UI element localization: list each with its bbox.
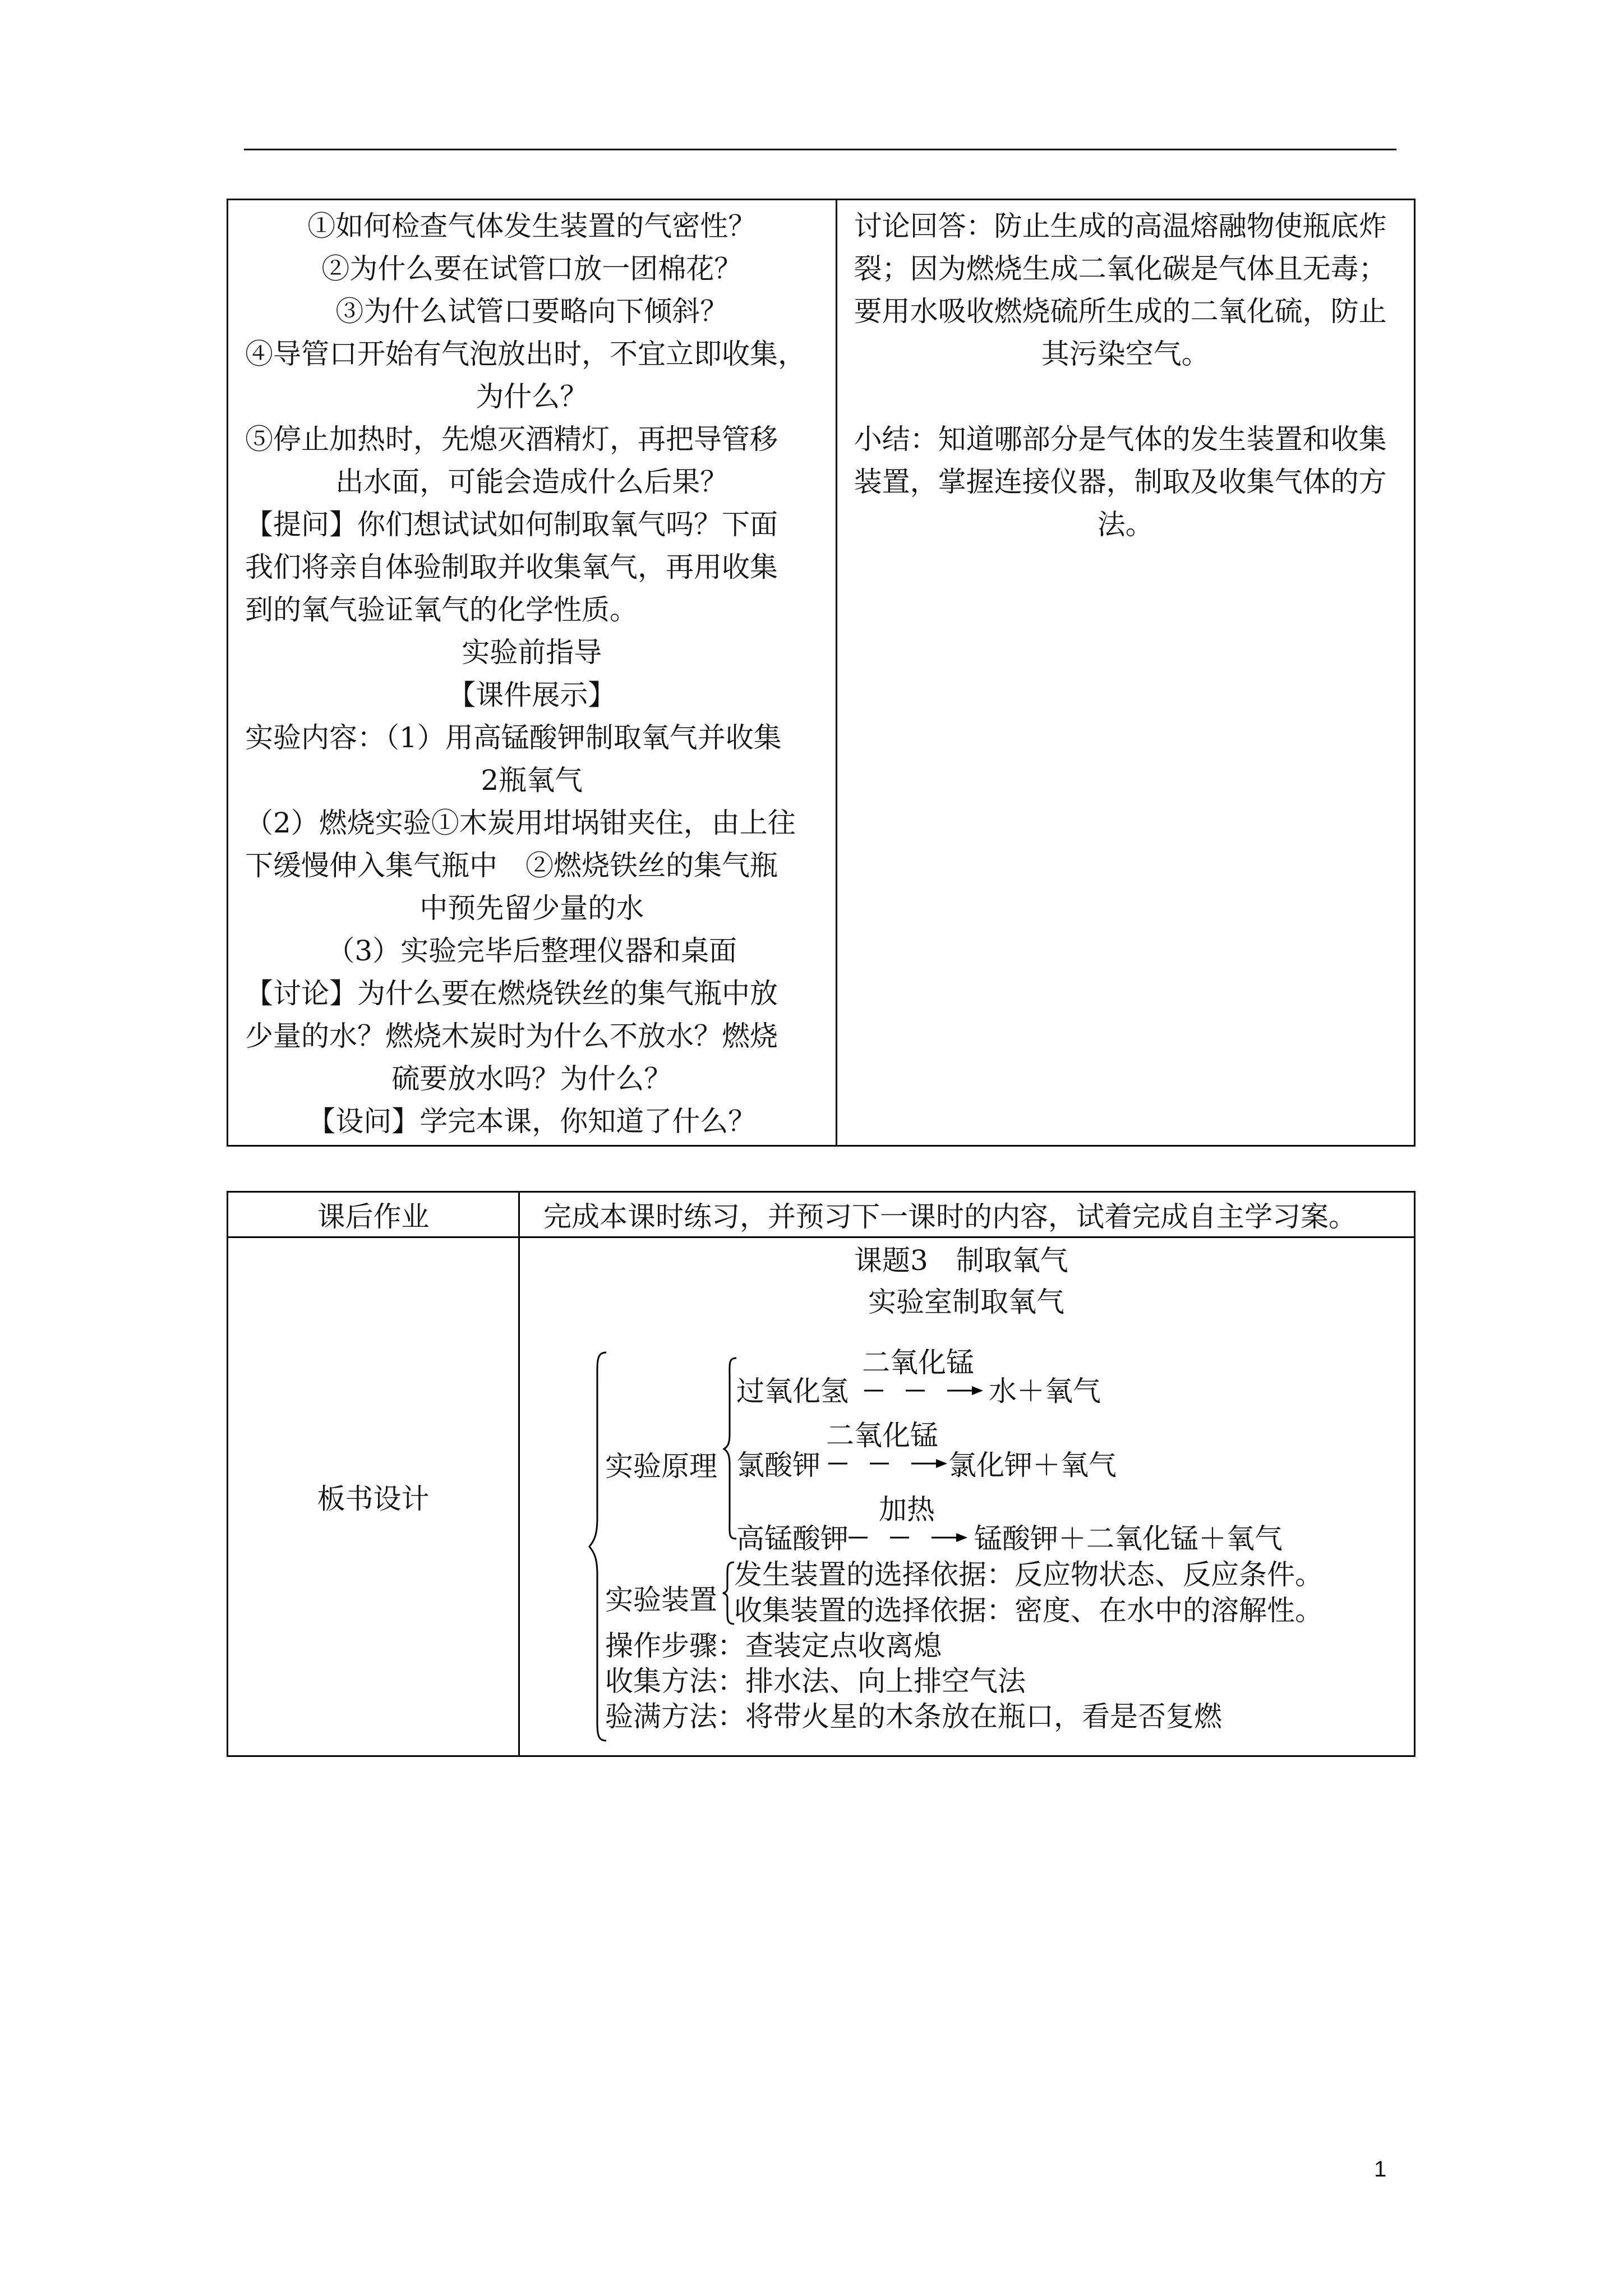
board-title: 课题3 制取氧气 — [854, 1244, 1068, 1277]
teacher-line: （2）燃烧实验①木炭用坩埚钳夹住，由上往 — [245, 807, 796, 839]
teacher-line: 【课件展示】 — [448, 679, 616, 711]
homework-board-table — [227, 1191, 1415, 1757]
teacher-line: ④导管口开始有气泡放出时，不宜立即收集， — [245, 338, 806, 370]
teacher-line: 到的氧气验证氧气的化学性质。 — [245, 593, 638, 626]
teacher-activity-cell — [228, 200, 837, 1146]
student-activity-lines — [854, 205, 1397, 546]
principle-label: 实验原理 — [605, 1450, 717, 1483]
teacher-line: 为什么？ — [476, 380, 588, 413]
teacher-line: ③为什么试管口要略向下倾斜？ — [335, 295, 728, 328]
teacher-line: 实验前指导 — [462, 636, 602, 669]
teacher-line: 2瓶氧气 — [481, 764, 583, 797]
board-subtitle: 实验室制取氧气 — [868, 1286, 1064, 1318]
reaction2-arrow — [825, 1451, 954, 1474]
reaction2-reactant: 氯酸钾 — [736, 1449, 820, 1481]
board-design — [520, 1238, 1414, 1754]
reaction1-reactant: 过氧化氢 — [736, 1375, 849, 1407]
student-line: 裂；因为燃烧生成二氧化碳是气体且无毒； — [854, 252, 1387, 285]
teacher-line: 出水面，可能会造成什么后果？ — [335, 466, 728, 498]
header-rule — [244, 149, 1396, 150]
full-check-method: 验满方法：将带火星的木条放在瓶口，看是否复燃 — [605, 1700, 1222, 1733]
reaction3-product: 锰酸钾＋二氧化锰＋氧气 — [974, 1522, 1283, 1555]
teacher-activity-lines — [245, 205, 819, 1143]
board-design-label: 板书设计 — [228, 1237, 519, 1756]
teacher-line: （3）实验完毕后整理仪器和桌面 — [326, 935, 737, 967]
teacher-line: 【设问】学完本课，你知道了什么？ — [307, 1105, 757, 1138]
reaction1-condition: 二氧化锰 — [862, 1346, 974, 1379]
teacher-line: 我们将亲自体验制取并收集氧气，再用收集 — [245, 551, 778, 583]
student-line: 法。 — [1097, 508, 1154, 541]
reaction1-arrow — [861, 1378, 990, 1401]
operation-steps: 操作步骤：查装定点收离熄 — [605, 1630, 942, 1662]
device-line-2: 收集装置的选择依据：密度、在水中的溶解性。 — [734, 1594, 1323, 1627]
teacher-line: ②为什么要在试管口放一团棉花？ — [321, 252, 743, 285]
reaction3-reactant: 高锰酸钾 — [736, 1522, 849, 1555]
student-line: 讨论回答：防止生成的高温熔融物使瓶底炸 — [854, 210, 1387, 242]
teacher-line: 【讨论】为什么要在燃烧铁丝的集气瓶中放 — [245, 977, 778, 1010]
reaction1-product: 水＋氧气 — [989, 1375, 1101, 1407]
teacher-line: 硫要放水吗？为什么？ — [391, 1062, 672, 1095]
teacher-line: 实验内容：（1）用高锰酸钾制取氧气并收集 — [245, 721, 782, 754]
device-label: 实验装置 — [605, 1584, 717, 1616]
student-line: 其污染空气。 — [1041, 338, 1210, 370]
teacher-line: 【提问】你们想试试如何制取氧气吗？下面 — [245, 508, 778, 541]
lesson-table — [227, 199, 1415, 1147]
collection-method: 收集方法：排水法、向上排空气法 — [605, 1665, 1026, 1697]
reaction3-condition: 加热 — [879, 1493, 935, 1526]
page-number: 1 — [1374, 2157, 1387, 2182]
device-line-1: 发生装置的选择依据：反应物状态、反应条件。 — [734, 1558, 1323, 1591]
homework-label: 课后作业 — [228, 1192, 519, 1237]
reaction2-condition: 二氧化锰 — [826, 1419, 938, 1452]
teacher-line: ①如何检查气体发生装置的气密性？ — [307, 210, 757, 242]
teacher-line: ⑤停止加热时，先熄灭酒精灯，再把导管移 — [245, 423, 778, 455]
student-line — [854, 375, 1397, 418]
homework-text: 完成本课时练习，并预习下一课时的内容，试着完成自主学习案。 — [519, 1192, 1415, 1237]
teacher-line: 下缓慢伸入集气瓶中 ②燃烧铁丝的集气瓶 — [245, 849, 778, 882]
student-activity-cell — [836, 200, 1414, 1146]
reaction2-product: 氯化钾＋氧气 — [948, 1449, 1117, 1481]
teacher-line: 中预先留少量的水 — [419, 892, 644, 924]
student-line: 要用水吸收燃烧硫所生成的二氧化硫，防止 — [854, 295, 1387, 328]
student-line: 小结：知道哪部分是气体的发生装置和收集 — [854, 423, 1387, 455]
board-design-cell — [519, 1237, 1415, 1756]
teacher-line: 少量的水？燃烧木炭时为什么不放水？燃烧 — [245, 1020, 778, 1052]
reaction3-arrow — [845, 1525, 974, 1548]
student-line: 装置，掌握连接仪器，制取及收集气体的方 — [854, 466, 1387, 498]
